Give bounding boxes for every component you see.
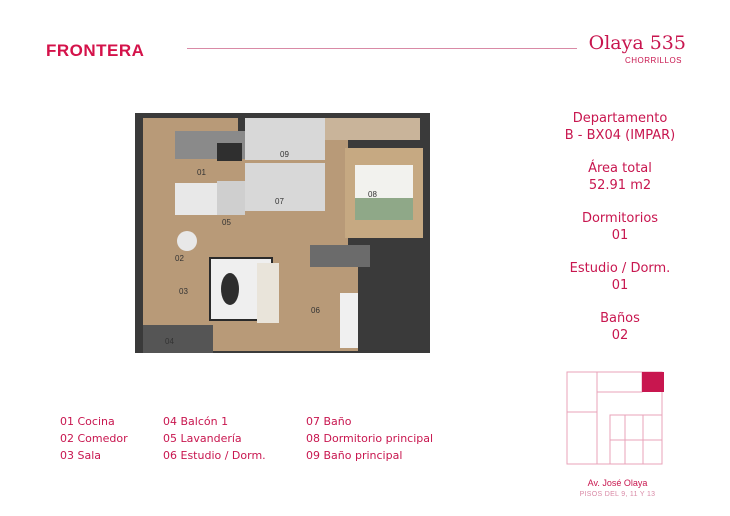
plan-label-07: 07: [275, 197, 284, 206]
plan-label-03: 03: [179, 287, 188, 296]
brand-logo: FRONTERA: [46, 41, 145, 60]
study-label: Estudio / Dorm.: [569, 261, 671, 276]
unit-code: B - BX04 (IMPAR): [564, 128, 676, 143]
legend-item: 03 Sala: [60, 449, 102, 462]
street-name: Av. José Olaya: [587, 478, 648, 488]
legend-item: 07 Baño: [306, 415, 352, 428]
plan-label-08: 08: [368, 190, 377, 199]
unit-info: [540, 110, 700, 360]
area-value: 52.91 m2: [588, 178, 652, 193]
legend-item: 09 Baño principal: [306, 449, 403, 462]
study-value: 01: [611, 278, 629, 293]
bedrooms-value: 01: [611, 228, 629, 243]
plan-label-04: 04: [165, 337, 174, 346]
baths-value: 02: [611, 328, 629, 343]
unit-highlight: [642, 372, 664, 392]
header-divider: [187, 48, 577, 49]
key-plan: [565, 370, 668, 470]
bedrooms-label: Dormitorios: [581, 211, 659, 226]
room-legend: [60, 415, 456, 462]
plan-label-06: 06: [311, 306, 320, 315]
legend-item: 05 Lavandería: [163, 432, 242, 445]
legend-item: 01 Cocina: [60, 415, 115, 428]
baths-label: Baños: [600, 311, 640, 326]
legend-item: 08 Dormitorio principal: [306, 432, 434, 445]
plan-label-01: 01: [197, 168, 206, 177]
plan-label-05: 05: [222, 218, 231, 227]
legend-item: 02 Comedor: [60, 432, 128, 445]
project-name: Olaya 535: [588, 32, 686, 54]
legend-item: 06 Estudio / Dorm.: [163, 449, 266, 462]
unit-heading: Departamento: [572, 111, 668, 126]
project-district: CHORRILLOS: [624, 56, 682, 65]
plan-label-09: 09: [280, 150, 289, 159]
legend-item: 04 Balcón 1: [163, 415, 229, 428]
floor-plan: [135, 113, 435, 358]
plan-label-02: 02: [175, 254, 184, 263]
area-label: Área total: [588, 161, 652, 176]
floors-note: PISOS DEL 9, 11 Y 13: [579, 491, 656, 498]
